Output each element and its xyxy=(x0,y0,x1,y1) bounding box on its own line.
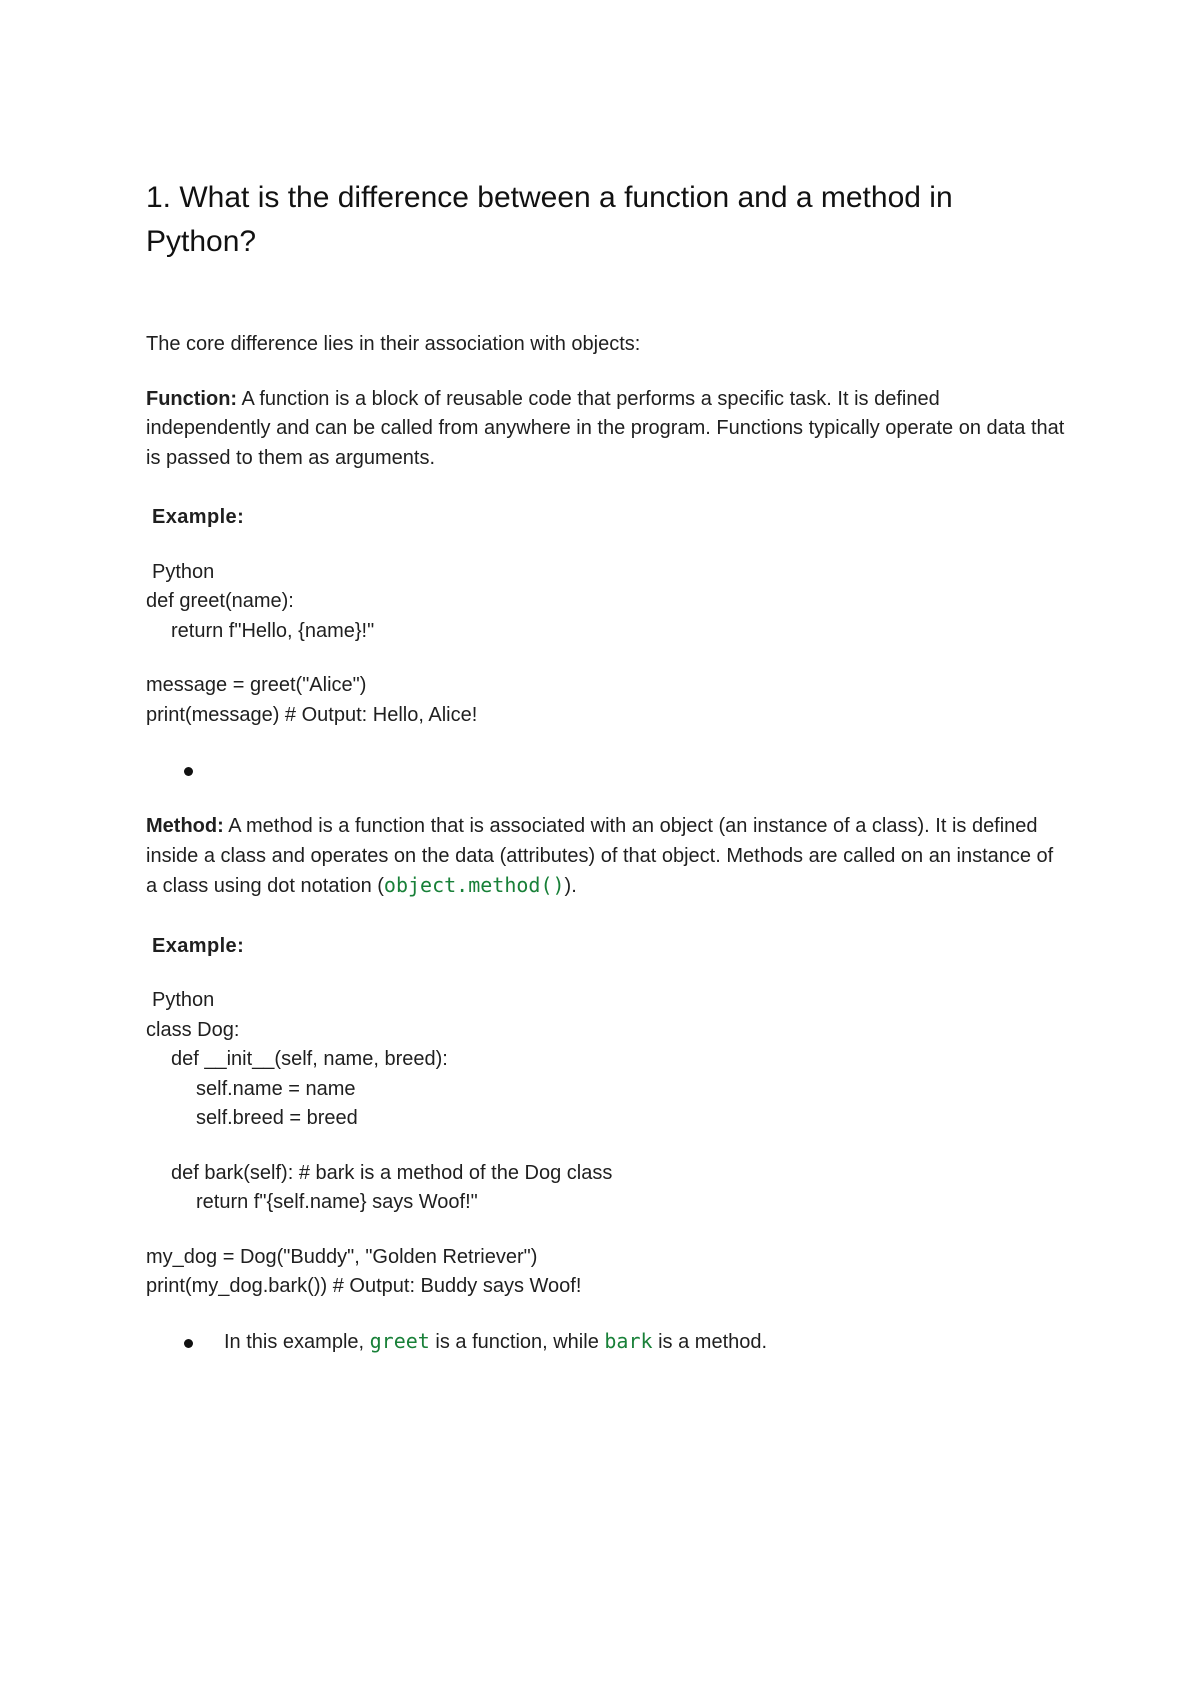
empty-bullet-item xyxy=(146,755,1066,787)
function-definition-paragraph xyxy=(146,385,1066,474)
inline-code-bark: bark xyxy=(604,1328,653,1353)
code-language-label: Python xyxy=(152,560,215,583)
summary-text-part: is a function, while xyxy=(429,1330,605,1353)
function-code-block xyxy=(146,558,1066,731)
summary-text-part: In this example, xyxy=(224,1330,370,1353)
code-language-label: Python xyxy=(152,989,215,1011)
function-definition-text: A function is a block of reusable code that performs a specific task. It is defined independently and can be called from anywhere in the program. Functions typically operate on data that is passed to them as arguments. xyxy=(146,387,1065,469)
inline-code-greet: greet xyxy=(369,1328,430,1353)
method-example-label: Example: xyxy=(152,934,245,957)
method-code-block xyxy=(146,986,1066,1302)
code-line: print(my_dog.bark()) # Output: Buddy says Woof! xyxy=(146,1275,582,1297)
function-example-label: Example: xyxy=(152,506,245,528)
question-title: 1. What is the difference between a function and a method in Python? xyxy=(146,181,953,258)
function-label: Function: xyxy=(146,387,238,410)
method-definition-text-end: ). xyxy=(564,875,577,897)
code-line: message = greet("Alice") xyxy=(146,674,367,696)
method-definition-paragraph xyxy=(146,812,1066,902)
method-label: Method: xyxy=(146,815,224,837)
code-line: def __init__(self, name, breed): xyxy=(171,1048,448,1070)
summary-text-part: is a method. xyxy=(652,1330,768,1353)
code-line: def bark(self): # bark is a method of the Dog class xyxy=(171,1161,613,1184)
inline-code-object-method: object.method() xyxy=(383,873,565,897)
method-definition-text: A method is a function that is associated with an object (an instance of a class). It is defined inside a class and operates on the data (attributes) of that object. Methods are called on an instance of a class using dot notation ( xyxy=(146,815,1054,897)
code-line: self.breed = breed xyxy=(196,1107,358,1129)
summary-text xyxy=(224,1327,767,1358)
summary-bullet-item xyxy=(146,1327,1066,1359)
code-line: return f"{self.name} says Woof!" xyxy=(196,1191,478,1213)
code-line: return f"Hello, {name}!" xyxy=(171,619,375,642)
code-line: class Dog: xyxy=(146,1018,240,1041)
document-page xyxy=(146,176,1066,1359)
code-line: def greet(name): xyxy=(146,590,294,612)
intro-paragraph: The core difference lies in their association with objects: xyxy=(146,333,641,355)
bullet-icon xyxy=(184,1339,193,1348)
code-line: self.name = name xyxy=(196,1077,356,1100)
code-line: my_dog = Dog("Buddy", "Golden Retriever") xyxy=(146,1245,538,1268)
bullet-icon xyxy=(184,767,193,776)
code-line: print(message) # Output: Hello, Alice! xyxy=(146,703,478,726)
